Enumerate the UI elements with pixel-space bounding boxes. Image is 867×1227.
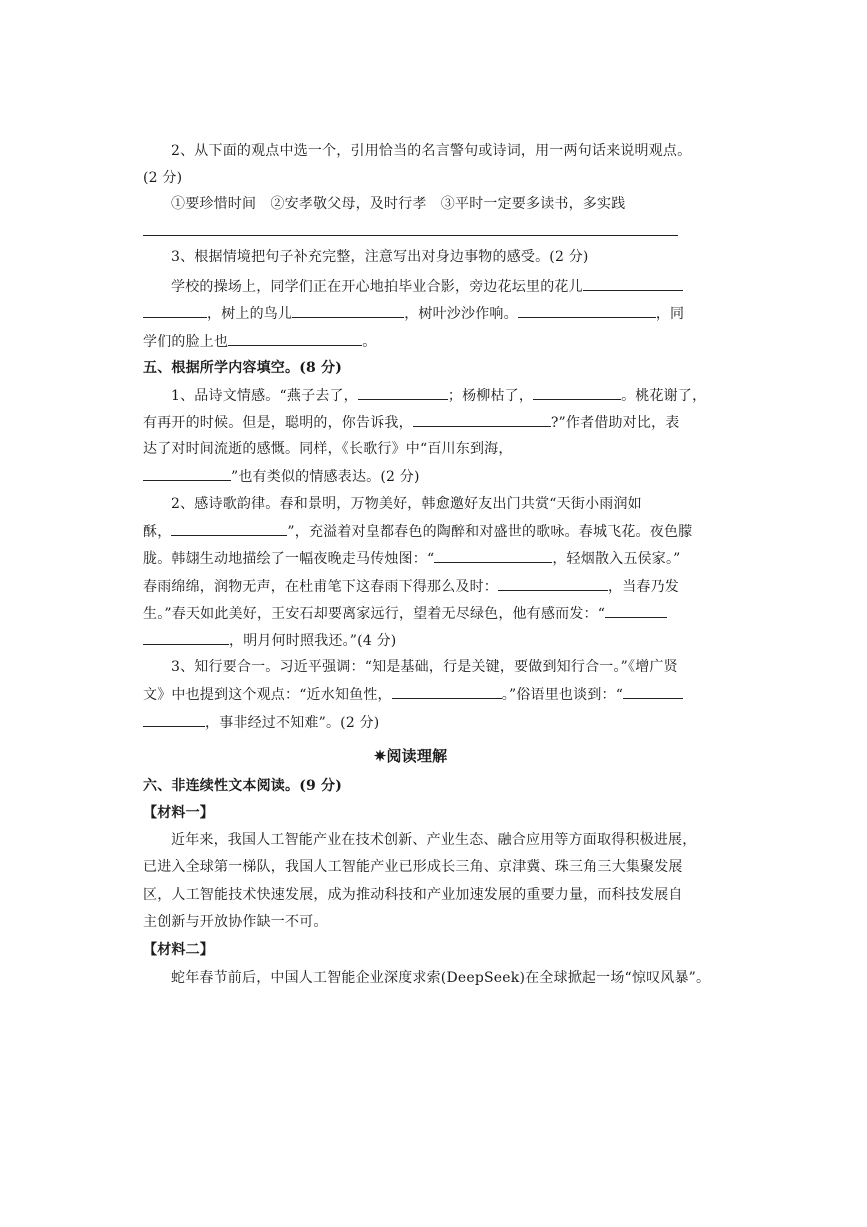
s5-q2-line1: 2、感诗歌韵律。春和景明，万物美好，韩愈邀好友出门共赏“天街小雨润如 xyxy=(171,496,642,512)
q3-line1: 学校的操场上，同学们正在开心地拍毕业合影，旁边花坛里的花儿 xyxy=(171,276,683,297)
section-6-heading: 六、非连续性文本阅读。(9 分) xyxy=(143,778,343,794)
answer-blank[interactable] xyxy=(143,712,205,727)
answer-blank[interactable] xyxy=(605,603,667,618)
answer-blank[interactable] xyxy=(143,303,207,318)
answer-blank[interactable] xyxy=(143,630,229,645)
q2-prompt: 2、从下面的观点中选一个，引用恰当的名言警句或诗词，用一两句话来说明观点。 xyxy=(171,143,692,159)
q3-prompt: 3、根据情境把句子补充完整，注意写出对身边事物的感受。(2 分) xyxy=(171,249,589,265)
s5-q1-line1: 1、品诗文情感。“燕子去了， ；杨柳枯了， 。桃花谢了， xyxy=(171,385,683,406)
answer-blank[interactable] xyxy=(434,548,552,563)
s5-q3-line1: 3、知行要合一。习近平强调：“知是基础，行是关键，要做到知行合一。”《增广贤 xyxy=(171,659,678,675)
material-1-line: 已进入全球第一梯队，我国人工智能产业已形成长三角、京津冀、珠三角三大集聚发展 xyxy=(143,859,683,875)
s5-q2-line2: 酥， ”，充溢着对皇都春色的陶醉和对盛世的歌咏。春城飞花。夜色朦 xyxy=(143,521,683,542)
s5-q2-line4: 春雨绵绵，润物无声，在杜甫笔下这春雨下得那么及时： ，当春乃发 xyxy=(143,576,683,597)
reading-section-title: ✷阅读理解 xyxy=(373,747,448,765)
answer-blank[interactable] xyxy=(228,331,362,346)
s5-q3-line3: ，事非经过不知难”。(2 分) xyxy=(143,712,683,733)
q3-line3: 学们的脸上也 。 xyxy=(143,331,683,352)
answer-blank[interactable] xyxy=(413,412,551,427)
answer-blank[interactable] xyxy=(292,303,404,318)
s5-q1-line2: 有再开的时候。但是，聪明的，你告诉我， ?”作者借助对比，表 xyxy=(143,412,683,433)
answer-blank[interactable] xyxy=(171,521,287,536)
answer-blank[interactable] xyxy=(392,684,502,699)
material-2-label: 【材料二】 xyxy=(143,942,214,958)
answer-blank[interactable] xyxy=(143,466,231,481)
s5-q1-line3: 达了对时间流逝的感慨。同样，《长歌行》中“百川东到海， xyxy=(143,441,513,457)
answer-blank[interactable] xyxy=(358,385,448,400)
answer-blank[interactable] xyxy=(533,385,621,400)
q2-score: (2 分) xyxy=(143,170,183,186)
s5-q1-line4: ”也有类似的情感表达。(2 分) xyxy=(143,466,683,487)
s5-q2-line6: ，明月何时照我还。”(4 分) xyxy=(143,630,683,651)
material-2-line: 蛇年春节前后，中国人工智能企业深度求索(DeepSeek)在全球掀起一场“惊叹风暴”。 xyxy=(171,970,711,986)
material-1-label: 【材料一】 xyxy=(143,805,214,821)
answer-blank[interactable] xyxy=(623,684,683,699)
q3-line2: ，树上的鸟儿 ，树叶沙沙作响。 ，同 xyxy=(143,303,683,324)
material-1-line: 区，人工智能技术快速发展，成为推动科技和产业加速发展的重要力量，而科技发展自 xyxy=(143,887,683,903)
answer-blank[interactable] xyxy=(518,303,656,318)
s5-q3-line2: 文》中也提到这个观点：“近水知鱼性， 。”俗语里也谈到：“ xyxy=(143,684,683,705)
answer-blank[interactable] xyxy=(498,576,608,591)
q2-options: ①要珍惜时间 ②安孝敬父母，及时行孝 ③平时一定要多读书，多实践 xyxy=(171,196,626,212)
material-1-line: 近年来，我国人工智能产业在技术创新、产业生态、融合应用等方面取得积极进展， xyxy=(171,832,697,848)
material-1-line: 主创新与开放协作缺一不可。 xyxy=(143,914,328,930)
q2-answer-line[interactable] xyxy=(143,235,678,236)
s5-q2-line3: 胧。韩翃生动地描绘了一幅夜晚走马传烛图：“ ，轻烟散入五侯家。” xyxy=(143,548,683,569)
answer-blank[interactable] xyxy=(583,276,683,291)
s5-q2-line5: 生。”春天如此美好，王安石却要离家远行，望着无尽绿色，他有感而发：“ xyxy=(143,603,683,624)
section-5-heading: 五、根据所学内容填空。(8 分) xyxy=(143,360,343,376)
